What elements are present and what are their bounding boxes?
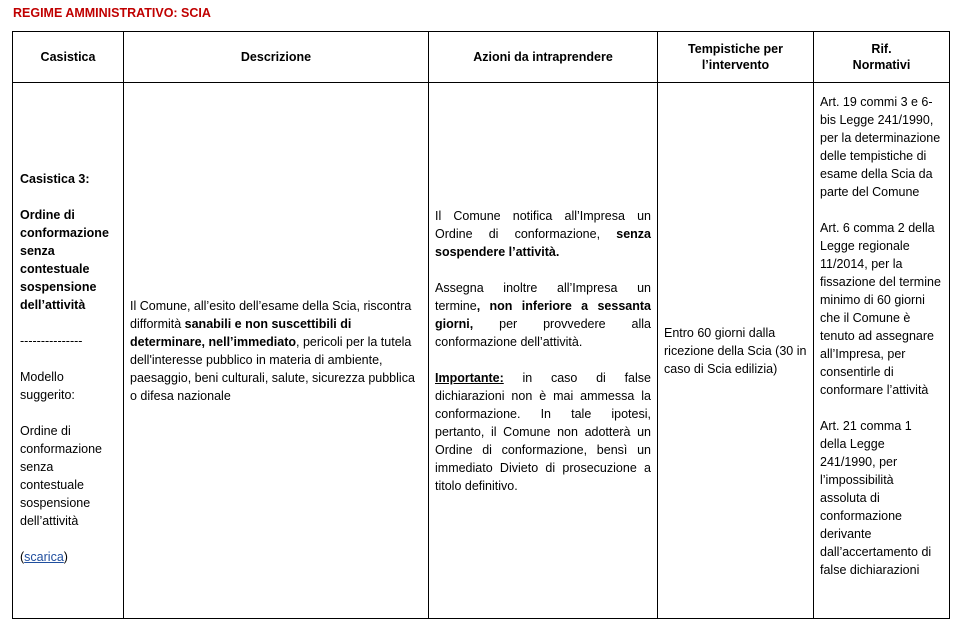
scia-table	[12, 31, 950, 619]
reference-2: Art. 6 comma 2 della Legge regionale 11/2014, per la fissazione del termine minimo di 60 giorni che il Comune è tenuto ad assegnare all’Impresa, per consentirle di conformare l’attività	[820, 221, 941, 397]
column-header-timing: Tempistiche per l’intervento	[658, 32, 814, 83]
actions-paragraph-2: Assegna inoltre all’Impresa un termine, non inferiore a sessanta giorni, per provvedere alla conformazione dell’attività.	[435, 280, 651, 349]
case-separator: ---------------	[20, 333, 83, 348]
download-link[interactable]: scarica	[24, 549, 64, 564]
column-header-description: Descrizione	[124, 32, 429, 83]
table-row	[13, 83, 950, 619]
download-line: (scarica)	[20, 549, 68, 564]
description-cell	[124, 83, 429, 619]
table-header-row	[13, 32, 950, 83]
actions-paragraph-3: Importante: in caso di false dichiarazioni non è mai ammessa la conformazione. In tale ipotesi, pertanto, il Comune non adotterà un Ordine di conformazione, bensì un immediato Divieto di prosecuzione a titolo definitivo.	[435, 370, 651, 493]
column-header-references: Rif. Normativi	[814, 32, 950, 83]
timing-cell	[658, 83, 814, 619]
actions-paragraph-1: Il Comune notifica all’Impresa un Ordine di conformazione, senza sospendere l’attività.	[435, 208, 651, 259]
model-label: Modello suggerito:	[20, 369, 75, 402]
case-cell	[13, 83, 124, 619]
timing-text: Entro 60 giorni dalla ricezione della Scia (30 in caso di Scia edilizia)	[664, 325, 807, 376]
column-header-case: Casistica	[13, 32, 124, 83]
reference-3: Art. 21 comma 1 della Legge 241/1990, per l’impossibilità assoluta di conformazione derivante dall’accertamento di false dichiarazioni	[820, 419, 932, 577]
description-text: Il Comune, all’esito dell’esame della Scia, riscontra difformità sanabili e non suscettibili di determinare, nell’immediato, pericoli per la tutela dell'interesse pubblico in materia di ambiente, paesaggio, beni culturali, salute, sicurezza pubblica o difesa nazionale	[130, 298, 415, 403]
model-name: Ordine di conformazione senza contestuale sospensione dell’attività	[20, 423, 102, 528]
page-title: REGIME AMMINISTRATIVO: SCIA	[13, 6, 211, 20]
case-label: Casistica 3:	[20, 171, 90, 186]
actions-cell	[429, 83, 658, 619]
references-cell	[814, 83, 950, 619]
column-header-actions: Azioni da intraprendere	[429, 32, 658, 83]
reference-1: Art. 19 commi 3 e 6-bis Legge 241/1990, per la determinazione delle tempistiche di esame della Scia da parte del Comune	[820, 95, 941, 199]
case-title: Ordine di conformazione senza contestuale sospensione dell’attività	[20, 207, 109, 312]
